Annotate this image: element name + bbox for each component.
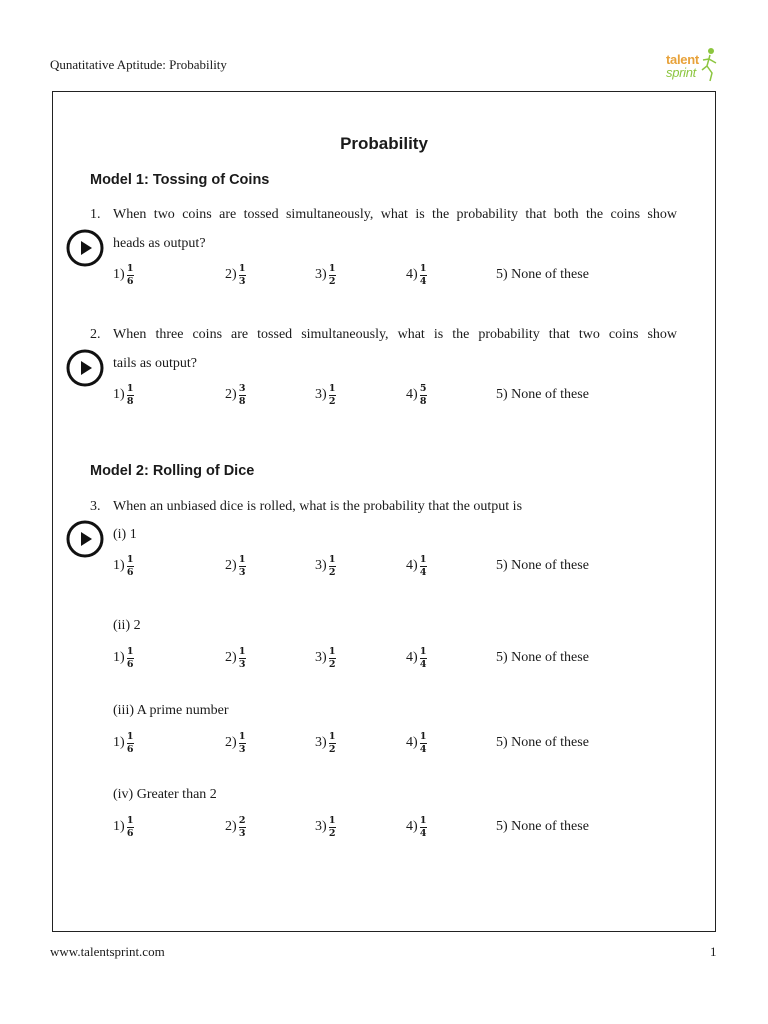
question-1-continuation: heads as output?	[113, 236, 206, 251]
question-number: 1.	[90, 207, 101, 222]
play-circle-icon[interactable]	[66, 520, 104, 558]
question-number: 2.	[90, 327, 101, 342]
option-2[interactable]: 2) $\frac{1}{3}$	[225, 730, 246, 755]
fraction: $\frac{3}{8}$	[238, 382, 246, 407]
option-1[interactable]: 1) $\frac{1}{6}$	[113, 814, 134, 839]
page-title: Probability	[340, 134, 428, 153]
subquestion-label: (iii) A prime number	[113, 703, 229, 718]
talentsprint-logo	[664, 46, 722, 86]
option-4[interactable]: 4) $\frac{1}{4}$	[406, 262, 427, 287]
play-circle-icon[interactable]	[66, 349, 104, 387]
question-3-text	[90, 492, 677, 521]
option-4[interactable]: 4) $\frac{1}{4}$	[406, 645, 427, 670]
option-3[interactable]: 3) $\frac{1}{2}$	[315, 814, 336, 839]
subquestion-label: (ii) 2	[113, 618, 141, 633]
option-2[interactable]: 2) $\frac{1}{3}$	[225, 645, 246, 670]
fraction: $\frac{1}{4}$	[419, 814, 427, 839]
fraction: $\frac{1}{2}$	[328, 262, 336, 287]
runner-icon	[700, 46, 720, 84]
option-5[interactable]: 5) None of these	[496, 267, 589, 282]
fraction: $\frac{1}{6}$	[126, 645, 134, 670]
question-number: 3.	[90, 499, 101, 514]
option-1[interactable]: 1) $\frac{1}{6}$	[113, 645, 134, 670]
option-2[interactable]: 2) $\frac{1}{3}$	[225, 262, 246, 287]
fraction: $\frac{1}{6}$	[126, 553, 134, 578]
option-5[interactable]: 5) None of these	[496, 735, 589, 750]
fraction: $\frac{1}{3}$	[238, 262, 246, 287]
fraction: $\frac{1}{6}$	[126, 262, 134, 287]
play-circle-icon[interactable]	[66, 229, 104, 267]
option-3[interactable]: 3) $\frac{1}{2}$	[315, 730, 336, 755]
option-2[interactable]: 2) $\frac{2}{3}$	[225, 814, 246, 839]
question-text: When an unbiased dice is rolled, what is the probability that the output is	[113, 499, 523, 514]
question-1-text	[90, 200, 677, 229]
option-5[interactable]: 5) None of these	[496, 650, 589, 665]
fraction: $\frac{5}{8}$	[419, 382, 427, 407]
option-2[interactable]: 2) $\frac{3}{8}$	[225, 382, 246, 407]
subquestion-label: (iv) Greater than 2	[113, 787, 217, 802]
fraction: $\frac{1}{8}$	[126, 382, 134, 407]
option-1[interactable]: 1) $\frac{1}{8}$	[113, 382, 134, 407]
option-4[interactable]: 4) $\frac{1}{4}$	[406, 814, 427, 839]
footer-url[interactable]: www.talentsprint.com	[50, 944, 165, 959]
fraction: $\frac{1}{2}$	[328, 382, 336, 407]
fraction: $\frac{1}{4}$	[419, 645, 427, 670]
fraction: $\frac{1}{4}$	[419, 730, 427, 755]
question-2-text	[90, 320, 677, 349]
fraction: $\frac{1}{3}$	[238, 645, 246, 670]
option-1[interactable]: 1) $\frac{1}{6}$	[113, 553, 134, 578]
model-1-heading: Model 1: Tossing of Coins	[90, 172, 270, 188]
page-number: 1	[710, 944, 717, 959]
fraction: $\frac{1}{3}$	[238, 730, 246, 755]
document-header-title: Qunatitative Aptitude: Probability	[50, 57, 227, 72]
fraction: $\frac{1}{2}$	[328, 814, 336, 839]
fraction: $\frac{1}{2}$	[328, 553, 336, 578]
option-2[interactable]: 2) $\frac{1}{3}$	[225, 553, 246, 578]
fraction: $\frac{1}{6}$	[126, 814, 134, 839]
logo-text-line1: talent	[666, 52, 699, 67]
option-3[interactable]: 3) $\frac{1}{2}$	[315, 382, 336, 407]
option-3[interactable]: 3) $\frac{1}{2}$	[315, 553, 336, 578]
fraction: $\frac{1}{2}$	[328, 730, 336, 755]
fraction: $\frac{1}{4}$	[419, 262, 427, 287]
fraction: $\frac{1}{3}$	[238, 553, 246, 578]
option-5[interactable]: 5) None of these	[496, 387, 589, 402]
logo-text-line2: sprint	[666, 65, 696, 80]
option-1[interactable]: 1) $\frac{1}{6}$	[113, 730, 134, 755]
option-1[interactable]: 1) $\frac{1}{6}$	[113, 262, 134, 287]
option-4[interactable]: 4) $\frac{5}{8}$	[406, 382, 427, 407]
subquestion-label: (i) 1	[113, 527, 137, 542]
question-text: When two coins are tossed simultaneously, what is the probability that both the coins show	[113, 207, 677, 222]
question-2-continuation: tails as output?	[113, 356, 197, 371]
option-3[interactable]: 3) $\frac{1}{2}$	[315, 262, 336, 287]
model-2-heading: Model 2: Rolling of Dice	[90, 463, 255, 479]
fraction: $\frac{1}{6}$	[126, 730, 134, 755]
fraction: $\frac{1}{4}$	[419, 553, 427, 578]
fraction: $\frac{2}{3}$	[238, 814, 246, 839]
option-3[interactable]: 3) $\frac{1}{2}$	[315, 645, 336, 670]
option-5[interactable]: 5) None of these	[496, 819, 589, 834]
option-4[interactable]: 4) $\frac{1}{4}$	[406, 553, 427, 578]
option-5[interactable]: 5) None of these	[496, 558, 589, 573]
option-4[interactable]: 4) $\frac{1}{4}$	[406, 730, 427, 755]
question-text: When three coins are tossed simultaneously, what is the probability that two coins show	[113, 327, 677, 342]
fraction: $\frac{1}{2}$	[328, 645, 336, 670]
